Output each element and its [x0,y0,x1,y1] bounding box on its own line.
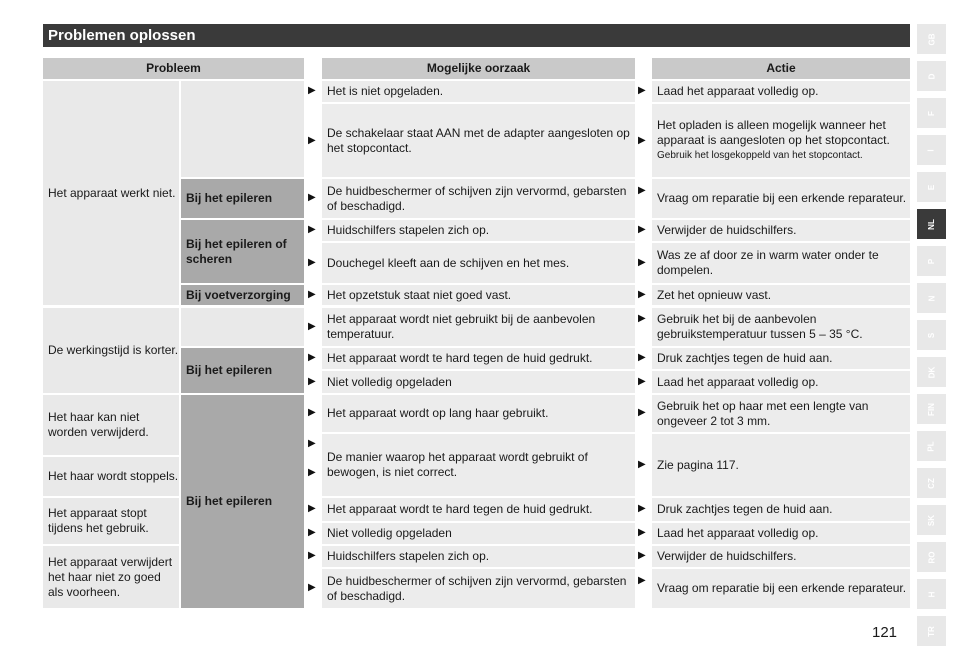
arrow-icon: ▶ [638,550,646,561]
action-text: Het opladen is alleen mogelijk wanneer het apparaat is aangesloten op het stopcontact. [657,118,890,147]
language-tab-ro[interactable]: RO [917,542,946,572]
arrow-icon: ▶ [308,376,316,387]
language-tab-cz[interactable]: CZ [917,468,946,498]
arrow-icon: ▶ [308,352,316,363]
arrow-icon: ▶ [308,135,316,146]
arrow-icon: ▶ [638,135,646,146]
arrow-icon: ▶ [638,257,646,268]
action-cell: Druk zachtjes tegen de huid aan. [652,498,910,521]
language-tab-s[interactable]: S [917,320,946,350]
header-cause: Mogelijke oorzaak [322,58,635,79]
condition-cell: Bij het epileren of scheren [181,220,304,283]
condition-cell: Bij het epileren [181,179,304,218]
action-cell: Druk zachtjes tegen de huid aan. [652,348,910,369]
cause-cell: Het apparaat wordt niet gebruikt bij de aanbevolen temperatuur. [322,308,635,346]
cause-cell: De schakelaar staat AAN met de adapter aangesloten op het stopcontact. [322,104,635,177]
cause-cell: De manier waarop het apparaat wordt gebruikt of bewogen, is niet correct. [322,434,635,496]
action-cell: Laad het apparaat volledig op. [652,371,910,393]
arrow-icon: ▶ [308,321,316,332]
language-tab-e[interactable]: E [917,172,946,202]
language-tab-f[interactable]: F [917,98,946,128]
arrow-icon: ▶ [308,407,316,418]
condition-cell: Bij het epileren [181,395,304,608]
arrow-icon: ▶ [638,289,646,300]
arrow-icon: ▶ [638,85,646,96]
action-cell: Zet het opnieuw vast. [652,285,910,305]
arrow-icon: ▶ [308,224,316,235]
arrow-icon: ▶ [638,376,646,387]
arrow-icon: ▶ [308,582,316,593]
action-cell [652,104,910,177]
language-tab-sk[interactable]: SK [917,505,946,535]
language-tab-fin[interactable]: FIN [917,394,946,424]
condition-cell: Bij voetverzorging [181,285,304,305]
action-cell: Vraag om reparatie bij een erkende reparateur. [652,179,910,218]
arrow-icon: ▶ [308,257,316,268]
arrow-icon: ▶ [638,459,646,470]
arrow-icon: ▶ [638,185,646,196]
header-action: Actie [652,58,910,79]
arrow-icon: ▶ [638,224,646,235]
language-tab-i[interactable]: I [917,135,946,165]
cause-cell: Het apparaat wordt te hard tegen de huid gedrukt. [322,498,635,521]
cause-cell: De huidbeschermer of schijven zijn vervormd, gebarsten of beschadigd. [322,569,635,608]
language-tab-dk[interactable]: DK [917,357,946,387]
arrow-icon: ▶ [308,550,316,561]
arrow-icon: ▶ [308,467,316,478]
page-title: Problemen oplossen [43,24,910,47]
action-cell: Gebruik het bij de aanbevolen gebruikstemperatuur tussen 5 – 35 °C. [652,308,910,346]
action-cell: Verwijder de huidschilfers. [652,220,910,241]
arrow-icon: ▶ [308,192,316,203]
language-tab-nl[interactable]: NL [917,209,946,239]
action-cell: Vraag om reparatie bij een erkende reparateur. [652,569,910,608]
cause-cell: Niet volledig opgeladen [322,371,635,393]
problem-cell: Het apparaat stopt tijdens het gebruik. [43,498,179,544]
action-cell: Laad het apparaat volledig op. [652,523,910,544]
language-tab-pl[interactable]: PL [917,431,946,461]
problem-cell: Het apparaat verwijdert het haar niet zo goed als voorheen. [43,546,179,608]
arrow-icon: ▶ [638,503,646,514]
arrow-icon: ▶ [308,527,316,538]
problem-cell: Het haar kan niet worden verwijderd. [43,395,179,455]
language-tab-n[interactable]: N [917,283,946,313]
language-tab-gb[interactable]: GB [917,24,946,54]
arrow-icon: ▶ [638,352,646,363]
language-tab-tr[interactable]: TR [917,616,946,646]
cause-cell: Het opzetstuk staat niet goed vast. [322,285,635,305]
action-cell: Laad het apparaat volledig op. [652,81,910,102]
action-cell: Gebruik het op haar met een lengte van ongeveer 2 tot 3 mm. [652,395,910,432]
action-cell: Verwijder de huidschilfers. [652,546,910,567]
language-tab-p[interactable]: P [917,246,946,276]
action-note: Gebruik het losgekoppeld van het stopcontact. [657,150,863,161]
language-tab-d[interactable]: D [917,61,946,91]
problem-cell: De werkingstijd is korter. [43,308,179,393]
arrow-icon: ▶ [308,85,316,96]
cause-cell: Huidschilfers stapelen zich op. [322,546,635,567]
arrow-icon: ▶ [638,313,646,324]
cause-cell: Huidschilfers stapelen zich op. [322,220,635,241]
cause-cell: Het is niet opgeladen. [322,81,635,102]
cause-cell: Douchegel kleeft aan de schijven en het mes. [322,243,635,283]
page-number: 121 [872,624,898,641]
action-cell: Was ze af door ze in warm water onder te dompelen. [652,243,910,283]
arrow-icon: ▶ [308,289,316,300]
action-cell: Zie pagina 117. [652,434,910,496]
condition-empty [181,81,304,177]
arrow-icon: ▶ [308,503,316,514]
cause-cell: Niet volledig opgeladen [322,523,635,544]
arrow-icon: ▶ [638,527,646,538]
arrow-icon: ▶ [308,438,316,449]
arrow-icon: ▶ [638,575,646,586]
cause-cell: Het apparaat wordt op lang haar gebruikt. [322,395,635,432]
problem-cell: Het haar wordt stoppels. [43,457,179,496]
cause-cell: Het apparaat wordt te hard tegen de huid gedrukt. [322,348,635,369]
cause-cell: De huidbeschermer of schijven zijn vervormd, gebarsten of beschadigd. [322,179,635,218]
problem-cell: Het apparaat werkt niet. [43,81,179,305]
condition-cell: Bij het epileren [181,348,304,393]
header-problem: Probleem [43,58,304,79]
arrow-icon: ▶ [638,407,646,418]
condition-empty [181,308,304,346]
language-tab-h[interactable]: H [917,579,946,609]
